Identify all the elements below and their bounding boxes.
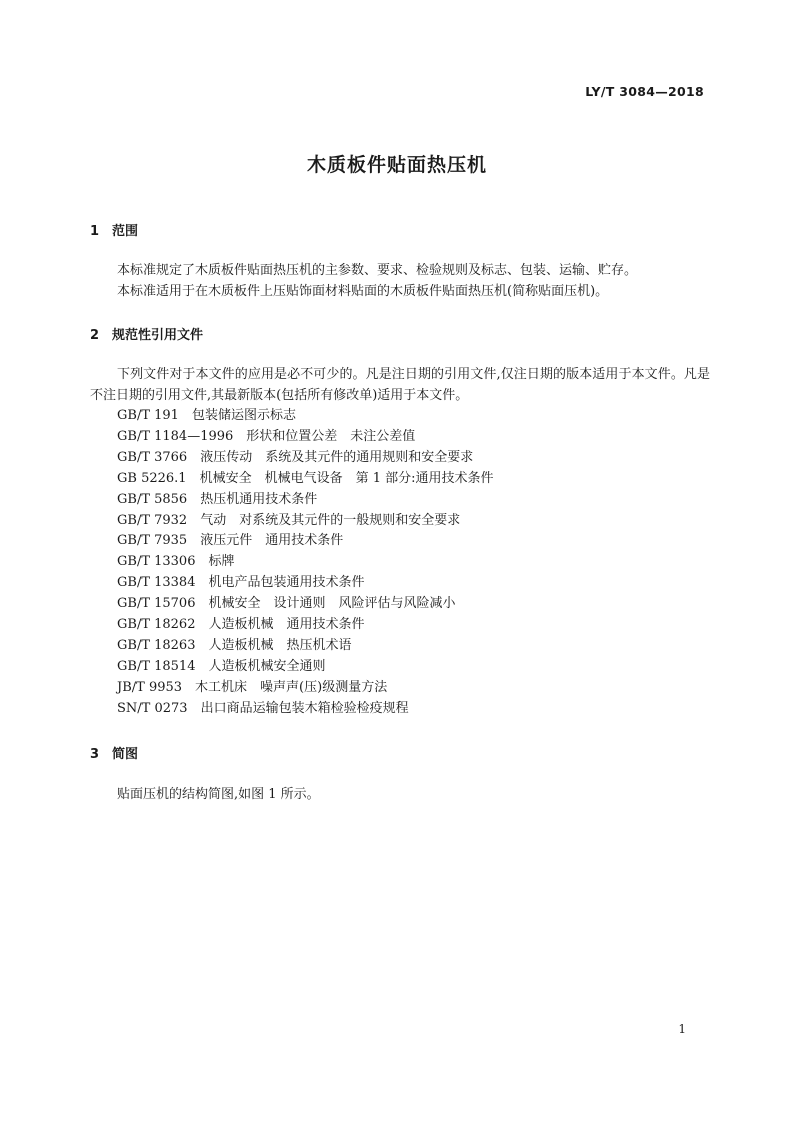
reference-title: 液压传动 系统及其元件的通用规则和安全要求 [200, 449, 474, 465]
section-number: 2 [90, 328, 100, 343]
reference-item [117, 552, 493, 573]
reference-code: SN/T 0273 [117, 700, 188, 716]
reference-code: GB/T 1184—1996 [117, 428, 234, 444]
section-3-body [90, 784, 710, 805]
reference-code: GB/T 13306 [117, 554, 196, 570]
reference-code: GB/T 18262 [117, 617, 196, 633]
reference-title: 气动 对系统及其元件的一般规则和安全要求 [200, 512, 461, 528]
reference-title: 机械安全 设计通则 风险评估与风险减小 [208, 596, 456, 612]
section-2-heading [90, 324, 203, 343]
section-number: 1 [90, 224, 100, 239]
reference-code: GB/T 18514 [117, 658, 196, 674]
reference-item [117, 573, 493, 594]
reference-item [117, 531, 493, 552]
reference-title: 热压机通用技术条件 [200, 491, 318, 507]
reference-list [117, 406, 493, 720]
reference-code: GB/T 15706 [117, 596, 196, 612]
paragraph: 下列文件对于本文件的应用是必不可少的。凡是注日期的引用文件,仅注日期的版本适用于本文件。凡是不注日期的引用文件,其最新版本(包括所有修改单)适用于本文件。 [90, 367, 710, 403]
reference-title: 标牌 [208, 554, 235, 570]
reference-item [117, 636, 493, 657]
section-2-body [90, 364, 710, 406]
reference-title: 出口商品运输包装木箱检验检疫规程 [200, 700, 409, 716]
section-1-body [90, 260, 710, 302]
section-number: 3 [90, 747, 100, 762]
paragraph: 本标准适用于在木质板件上压贴饰面材料贴面的木质板件贴面热压机(简称贴面压机)。 [117, 284, 609, 299]
section-title: 规范性引用文件 [112, 328, 204, 343]
reference-code: GB/T 7935 [117, 533, 188, 549]
paragraph: 贴面压机的结构简图,如图 1 所示。 [117, 787, 320, 802]
section-1-heading [90, 220, 138, 239]
reference-title: 人造板机械 通用技术条件 [208, 617, 365, 633]
reference-title: 形状和位置公差 未注公差值 [246, 428, 416, 444]
reference-item [117, 490, 493, 511]
reference-title: 液压元件 通用技术条件 [200, 533, 344, 549]
reference-item [117, 511, 493, 532]
reference-code: GB/T 7932 [117, 512, 188, 528]
reference-code: GB/T 13384 [117, 575, 196, 591]
section-title: 简图 [112, 747, 139, 762]
reference-item [117, 469, 493, 490]
reference-item [117, 657, 493, 678]
reference-title: 包装储运图示标志 [191, 408, 296, 423]
reference-code: JB/T 9953 [117, 679, 183, 695]
reference-code: GB/T 18263 [117, 637, 196, 653]
reference-code: GB/T 5856 [117, 491, 188, 507]
reference-item [117, 406, 493, 427]
page-number: 1 [678, 1022, 686, 1036]
paragraph: 本标准规定了木质板件贴面热压机的主参数、要求、检验规则及标志、包装、运输、贮存。 [117, 263, 638, 278]
reference-item [117, 699, 493, 720]
reference-title: 人造板机械 热压机术语 [208, 637, 352, 653]
reference-item [117, 615, 493, 636]
reference-item [117, 448, 493, 469]
reference-code: GB/T 3766 [117, 449, 188, 465]
section-title: 范围 [112, 224, 139, 239]
reference-item [117, 427, 493, 448]
reference-title: 机械安全 机械电气设备 第 1 部分:通用技术条件 [199, 470, 494, 486]
standard-code: LY/T 3084—2018 [585, 84, 704, 99]
reference-title: 人造板机械安全通则 [208, 658, 326, 674]
reference-item [117, 678, 493, 699]
reference-code: GB/T 191 [117, 408, 179, 423]
document-title: 木质板件贴面热压机 [306, 154, 487, 176]
reference-item [117, 594, 493, 615]
reference-title: 木工机床 噪声声(压)级测量方法 [195, 679, 388, 695]
reference-code: GB 5226.1 [117, 470, 187, 486]
reference-title: 机电产品包装通用技术条件 [208, 575, 365, 591]
section-3-heading [90, 743, 138, 762]
